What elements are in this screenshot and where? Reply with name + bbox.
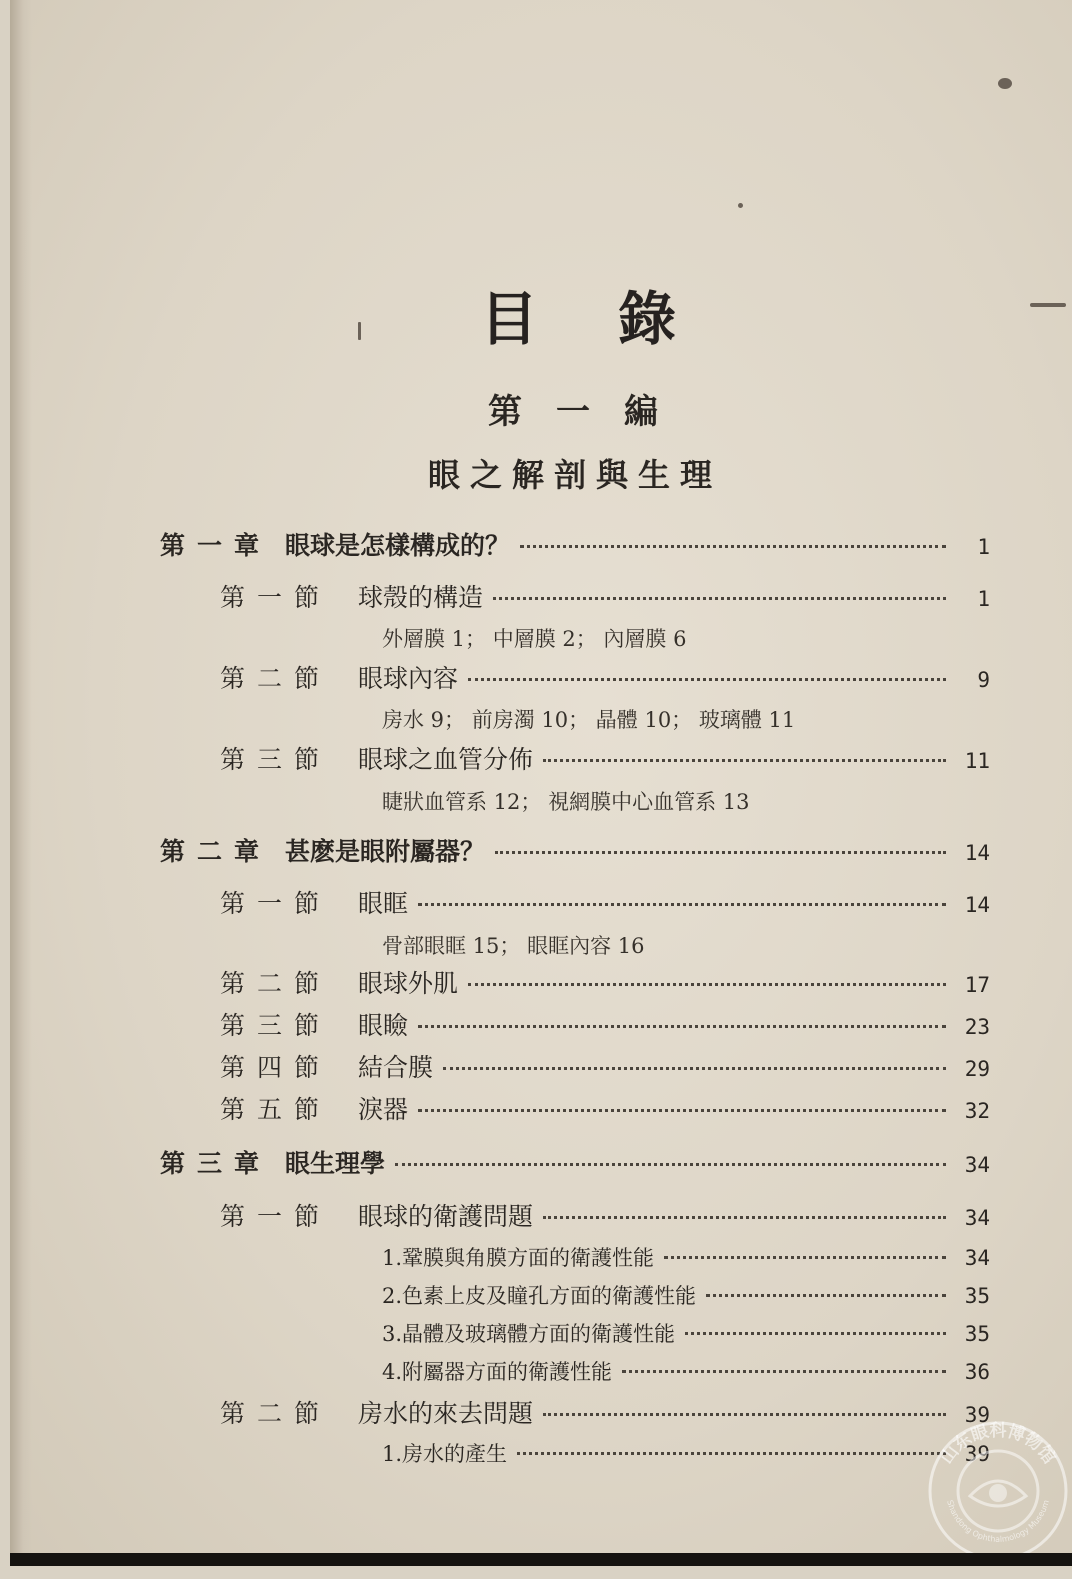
leader-dots	[418, 903, 946, 906]
page-title: 目錄	[480, 285, 757, 353]
page-number: 23	[964, 1015, 990, 1039]
part-subtitle: 眼之解剖與生理	[428, 456, 723, 494]
document-page	[10, 0, 1072, 1566]
leader-dots	[543, 759, 946, 762]
toc-section-1-1	[220, 582, 990, 615]
museum-watermark-seal	[925, 1418, 1071, 1564]
ink-speck	[1030, 303, 1066, 307]
section-title: 球殼的構造	[358, 583, 484, 612]
section-number: 第一節	[220, 889, 332, 918]
item-title: 3.晶體及玻璃體方面的衛護性能	[382, 1322, 676, 1346]
section-number: 第二節	[220, 1399, 332, 1428]
leader-dots	[622, 1370, 946, 1373]
toc-item-3-1-4	[382, 1356, 990, 1388]
leader-dots	[395, 1163, 946, 1166]
leader-dots	[706, 1294, 946, 1297]
chapter-title: 眼生理學	[285, 1149, 386, 1178]
toc-item-3-1-3	[382, 1318, 990, 1350]
page-number: 35	[964, 1284, 990, 1308]
page-number: 34	[964, 1153, 990, 1177]
toc-item-3-1-2	[382, 1280, 990, 1312]
page-number: 9	[977, 668, 990, 692]
section-number: 第一節	[220, 583, 332, 612]
chapter-title: 甚麽是眼附屬器？	[285, 837, 486, 866]
item-title: 1.房水的產生	[382, 1442, 508, 1466]
section-number: 第二節	[220, 969, 332, 998]
toc-section-2-4	[220, 1052, 990, 1085]
ink-speck	[738, 203, 743, 208]
ink-speck	[358, 322, 361, 340]
chapter-number: 第三章	[160, 1149, 272, 1178]
page-number: 11	[964, 749, 990, 773]
toc-section-2-2	[220, 968, 990, 1001]
section-title: 眼球內容	[358, 664, 459, 693]
page-number: 14	[964, 841, 990, 865]
section-subtopics: 外層膜 1； 中層膜 2； 內層膜 6	[382, 627, 687, 651]
toc-section-3-2	[220, 1398, 990, 1431]
section-number: 第一節	[220, 1202, 332, 1231]
toc-section-1-3	[220, 744, 990, 777]
leader-dots	[517, 1452, 946, 1455]
page-number: 29	[964, 1057, 990, 1081]
watermark-text-en: Shandong Ophthalmology Museum	[945, 1498, 1051, 1544]
page-number: 39	[964, 1403, 990, 1427]
page-number: 32	[964, 1099, 990, 1123]
leader-dots	[543, 1216, 946, 1219]
section-subtopics: 睫狀血管系 12； 視網膜中心血管系 13	[382, 790, 750, 814]
page-number: 34	[964, 1206, 990, 1230]
page-number: 1	[977, 535, 990, 559]
leader-dots	[468, 678, 946, 681]
leader-dots	[443, 1067, 946, 1070]
leader-dots	[418, 1109, 946, 1112]
leader-dots	[495, 851, 946, 854]
toc-section-2-5	[220, 1094, 990, 1127]
leader-dots	[493, 597, 946, 600]
leader-dots	[664, 1256, 946, 1259]
book-spine-shadow	[10, 0, 32, 1566]
section-title: 結合膜	[358, 1053, 434, 1082]
leader-dots	[418, 1025, 946, 1028]
toc-item-3-2-1	[382, 1438, 990, 1470]
leader-dots	[685, 1332, 946, 1335]
section-title: 眼瞼	[358, 1011, 409, 1040]
section-subtopics: 房水 9； 前房濁 10； 晶體 10； 玻璃體 11	[382, 708, 796, 732]
svg-text:山东眼科博物馆	[937, 1420, 1060, 1468]
page-number: 36	[964, 1360, 990, 1384]
item-title: 4.附屬器方面的衛護性能	[382, 1360, 613, 1384]
leader-dots	[520, 545, 946, 548]
item-title: 2.色素上皮及瞳孔方面的衛護性能	[382, 1284, 697, 1308]
toc-item-3-1-1	[382, 1242, 990, 1274]
item-title: 1.鞏膜與角膜方面的衛護性能	[382, 1246, 655, 1270]
part-label: 第一編	[488, 392, 692, 432]
toc-section-1-2	[220, 663, 990, 696]
toc-chapter-1	[160, 530, 990, 563]
section-title: 眼球之血管分佈	[358, 745, 534, 774]
bottom-edge-shadow	[10, 1553, 1072, 1566]
section-number: 第五節	[220, 1095, 332, 1124]
toc-section-3-1	[220, 1201, 990, 1234]
chapter-number: 第二章	[160, 837, 272, 866]
page-number: 39	[964, 1442, 990, 1466]
section-title: 眼球外肌	[358, 969, 459, 998]
toc-chapter-3	[160, 1148, 990, 1181]
watermark-text-cn: 山东眼科博物馆	[936, 1421, 1060, 1468]
chapter-title: 眼球是怎樣構成的？	[285, 531, 511, 560]
toc-section-2-3	[220, 1010, 990, 1043]
page-number: 1	[977, 587, 990, 611]
toc-chapter-2	[160, 836, 990, 869]
section-title: 淚器	[358, 1095, 409, 1124]
chapter-number: 第一章	[160, 531, 272, 560]
section-number: 第二節	[220, 664, 332, 693]
section-title: 眼眶	[358, 889, 409, 918]
section-number: 第三節	[220, 745, 332, 774]
section-subtopics: 骨部眼眶 15； 眼眶內容 16	[382, 934, 645, 958]
section-title: 眼球的衛護問題	[358, 1202, 534, 1231]
toc-section-2-1	[220, 888, 990, 921]
page-number: 35	[964, 1322, 990, 1346]
leader-dots	[468, 983, 946, 986]
section-number: 第三節	[220, 1011, 332, 1040]
ink-speck	[998, 78, 1012, 89]
page-number: 17	[964, 973, 990, 997]
section-number: 第四節	[220, 1053, 332, 1082]
leader-dots	[543, 1413, 946, 1416]
section-title: 房水的來去問題	[358, 1399, 534, 1428]
page-number: 14	[964, 893, 990, 917]
page-number: 34	[964, 1246, 990, 1270]
